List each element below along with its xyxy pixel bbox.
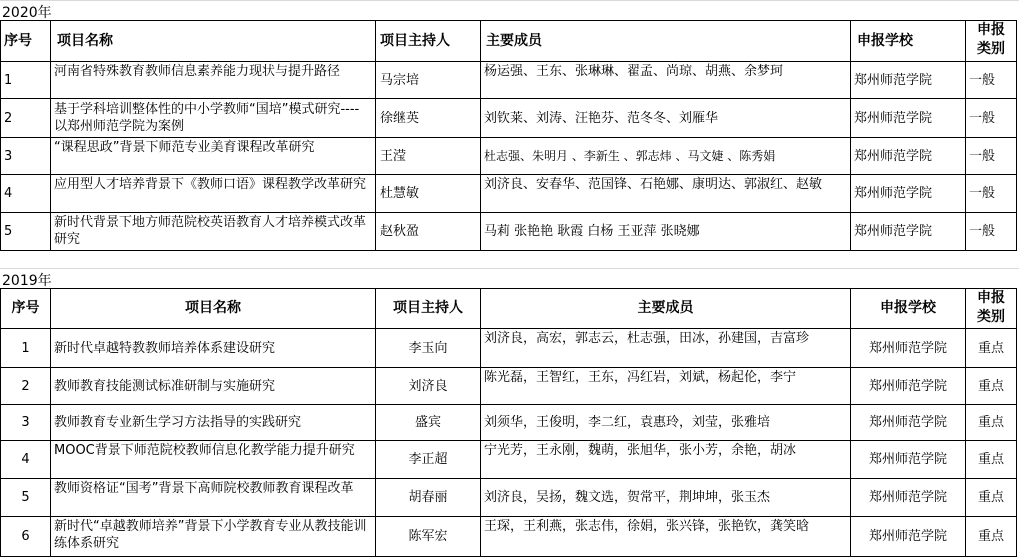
cell-school[interactable]: 郑州师范学院	[868, 415, 947, 430]
cell-project-name[interactable]: 教师资格证“国考”背景下高师院校教师教育课程改革	[54, 481, 354, 496]
cell-type[interactable]: 一般	[969, 110, 996, 126]
cell-project-name[interactable]: 河南省特殊教育教师信息素养能力现状与提升路径	[54, 64, 341, 79]
cell-leader[interactable]: 刘济良	[408, 378, 448, 394]
cell-index[interactable]: 1	[21, 340, 30, 356]
year-label-2020[interactable]: 2020年	[2, 5, 52, 21]
cell-index[interactable]: 2	[4, 110, 13, 126]
cell-index[interactable]: 3	[21, 415, 30, 430]
cell-type[interactable]: 一般	[969, 72, 996, 88]
header-leader[interactable]: 项目主持人	[380, 32, 450, 49]
cell-members[interactable]: 刘须华，王俊明，李二红，袁惠玲，刘莹，张雅培	[484, 415, 771, 430]
cell-school[interactable]: 郑州师范学院	[854, 186, 933, 201]
cell-project-name[interactable]: “课程思政”背景下师范专业美育课程改革研究	[54, 140, 315, 155]
cell-index[interactable]: 5	[21, 490, 30, 505]
cell-members[interactable]: 陈光磊，王智红，王东，冯红岩，刘斌，杨起伦，李宁	[484, 370, 797, 385]
cell-index[interactable]: 5	[4, 224, 13, 239]
cell-project-name[interactable]: 应用型人才培养背景下《教师口语》课程教学改革研究	[54, 177, 367, 192]
cell-type[interactable]: 一般	[969, 148, 996, 164]
cell-members[interactable]: 王琛，王利燕，张志伟，徐娟，张兴锋，张艳钦，龚笑晗	[484, 519, 810, 534]
cell-leader[interactable]: 李玉向	[408, 340, 448, 356]
cell-index[interactable]: 2	[21, 378, 30, 394]
cell-school[interactable]: 郑州师范学院	[854, 224, 933, 239]
cell-school[interactable]: 郑州师范学院	[868, 490, 947, 505]
header-leader[interactable]: 项目主持人	[393, 300, 463, 316]
cell-members[interactable]: 刘钦莱、刘涛、汪艳芬、范冬冬、刘雁华	[484, 110, 719, 126]
cell-leader[interactable]: 陈军宏	[408, 529, 448, 544]
cell-type[interactable]: 重点	[977, 490, 1004, 505]
cell-members[interactable]: 刘济良、安春华、范国锋、石艳娜、康明达、郭淑红、赵敏	[484, 177, 823, 192]
cell-members[interactable]: 宁光芳，王永刚，魏萌，张旭华，张小芳，余艳，胡冰	[484, 443, 797, 458]
cell-leader[interactable]: 胡春丽	[408, 490, 448, 505]
cell-type[interactable]: 重点	[977, 452, 1004, 467]
header-type[interactable]: 申报 类别	[977, 290, 1005, 325]
cell-members[interactable]: 刘济良，吴扬，魏文选，贺常平，荆坤坤，张玉杰	[484, 490, 771, 505]
cell-index[interactable]: 4	[4, 186, 13, 201]
cell-members[interactable]: 杨运强、王东、张琳琳、翟孟、尚琼、胡燕、余梦珂	[484, 64, 784, 79]
cell-members[interactable]: 刘济良，高宏，郭志云，杜志强，田冰，孙建国，吉富珍	[484, 331, 810, 346]
header-school[interactable]: 申报学校	[880, 300, 936, 316]
cell-leader[interactable]: 李正超	[408, 452, 448, 467]
header-index[interactable]: 序号	[11, 300, 40, 316]
cell-type[interactable]: 一般	[969, 224, 996, 239]
cell-school[interactable]: 郑州师范学院	[854, 72, 933, 88]
cell-type[interactable]: 一般	[969, 186, 996, 201]
cell-leader[interactable]: 马宗培	[380, 72, 420, 88]
cell-index[interactable]: 6	[21, 529, 30, 544]
cell-leader[interactable]: 盛宾	[414, 415, 441, 430]
cell-school[interactable]: 郑州师范学院	[854, 110, 933, 126]
cell-index[interactable]: 1	[4, 72, 13, 88]
cell-school[interactable]: 郑州师范学院	[868, 452, 947, 467]
grid-line	[0, 0, 1019, 1]
cell-type[interactable]: 重点	[977, 340, 1004, 356]
cell-members[interactable]: 马莉 张艳艳 耿霞 白杨 王亚萍 张晓娜	[484, 224, 700, 239]
cell-leader[interactable]: 徐继英	[380, 110, 420, 126]
cell-type[interactable]: 重点	[977, 415, 1004, 430]
cell-leader[interactable]: 杜慧敏	[380, 186, 420, 201]
cell-leader[interactable]: 赵秋盈	[380, 224, 420, 239]
cell-leader[interactable]: 王滢	[380, 148, 407, 164]
cell-index[interactable]: 3	[4, 148, 13, 164]
year-label-2019[interactable]: 2019年	[2, 273, 52, 289]
cell-project-name[interactable]: 教师教育专业新生学习方法指导的实践研究	[54, 415, 302, 430]
cell-school[interactable]: 郑州师范学院	[868, 529, 947, 544]
cell-members[interactable]: 杜志强、朱明月 、李新生 、郭志炜 、马文婕 、陈秀娟	[484, 148, 776, 163]
grid-line	[0, 268, 1019, 269]
header-members[interactable]: 主要成员	[486, 32, 542, 49]
cell-type[interactable]: 重点	[977, 378, 1004, 394]
cell-school[interactable]: 郑州师范学院	[868, 340, 947, 356]
cell-project-name[interactable]: 新时代卓越特教教师培养体系建设研究	[54, 340, 276, 356]
cell-index[interactable]: 4	[21, 452, 30, 467]
cell-type[interactable]: 重点	[977, 529, 1004, 544]
header-index[interactable]: 序号	[4, 32, 32, 49]
cell-project-name[interactable]: 新时代“卓越教师培养”背景下小学教育专业从教技能训练体系研究	[54, 519, 367, 551]
cell-project-name[interactable]: 新时代背景下地方师范院校英语教育人才培养模式改革研究	[54, 215, 367, 247]
header-project-name[interactable]: 项目名称	[185, 300, 241, 316]
header-school[interactable]: 申报学校	[857, 32, 913, 49]
cell-project-name[interactable]: MOOC背景下师范院校教师信息化教学能力提升研究	[54, 443, 355, 458]
cell-school[interactable]: 郑州师范学院	[868, 378, 947, 394]
cell-project-name[interactable]: 教师教育技能测试标准研制与实施研究	[54, 378, 276, 394]
header-type[interactable]: 申报 类别	[977, 22, 1005, 57]
header-members[interactable]: 主要成员	[637, 300, 694, 316]
cell-school[interactable]: 郑州师范学院	[854, 148, 933, 164]
header-project-name[interactable]: 项目名称	[57, 32, 113, 49]
cell-project-name[interactable]: 基于学科培训整体性的中小学教师“国培”模式研究----以郑州师范学院为案例	[54, 102, 360, 134]
